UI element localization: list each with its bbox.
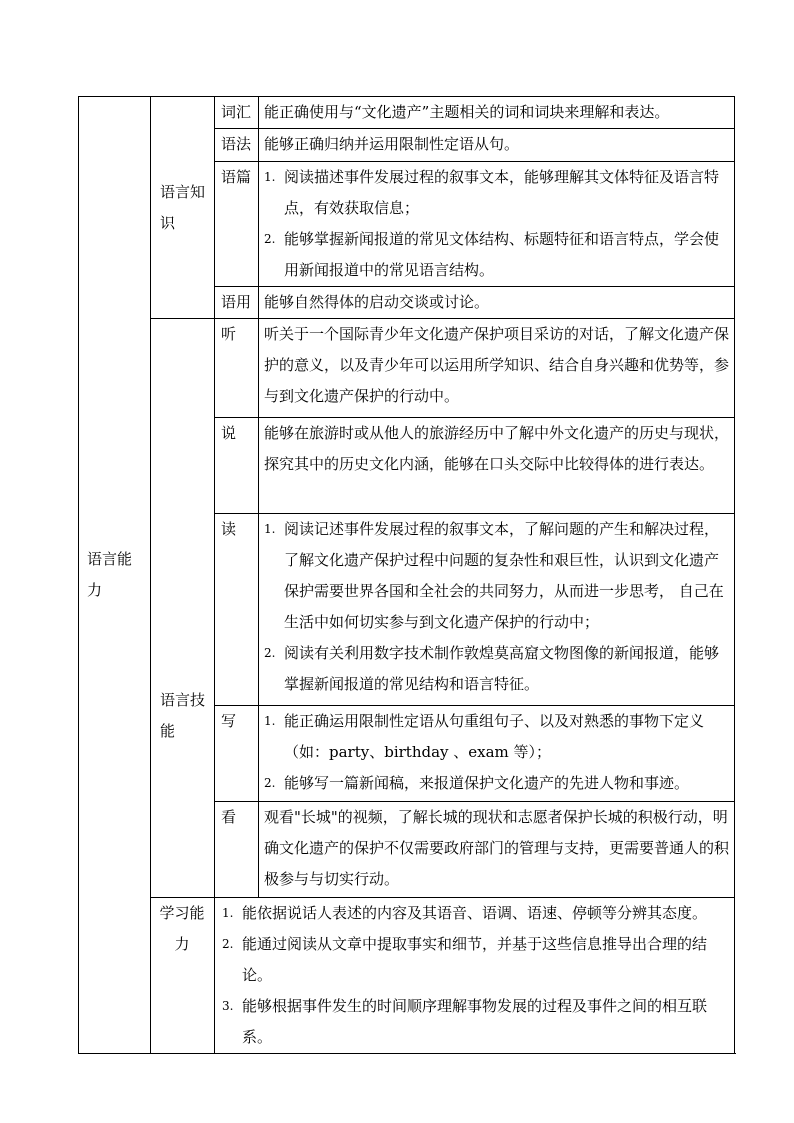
item-text: 阅读有关利用数字技术制作敦煌莫高窟文物图像的新闻报道，能够掌握新闻报道的常见结构和语言特征。 bbox=[284, 644, 720, 693]
item-text: 能够掌握新闻报道的常见文体结构、标题特征和语言特点，学会使用新闻报道中的常见语言结构。 bbox=[284, 230, 720, 279]
item-text: 能够写一篇新闻稿，来报道保护文化遗产的先进人物和事迹。 bbox=[284, 774, 690, 792]
list-item bbox=[264, 638, 729, 700]
item-number: 3. bbox=[222, 999, 234, 1013]
list-item bbox=[264, 162, 729, 224]
label-speaking: 说 bbox=[215, 418, 259, 514]
list-item bbox=[264, 224, 729, 286]
item-number: 2. bbox=[264, 776, 276, 790]
objectives-table bbox=[78, 96, 735, 1054]
item-number: 1. bbox=[264, 522, 276, 536]
label-listening: 听 bbox=[215, 319, 259, 418]
text-pragmatics: 能够自然得体的启动交谈或讨论。 bbox=[259, 287, 735, 319]
text-listening: 听关于一个国际青少年文化遗产保护项目采访的对话，了解文化遗产保护的意义，以及青少年可以运用所学知识、结合自身兴趣和优势等，参与到文化遗产保护的行动中。 bbox=[259, 319, 735, 418]
text-writing bbox=[259, 706, 735, 802]
label-pragmatics: 语用 bbox=[215, 287, 259, 319]
item-number: 1. bbox=[222, 906, 234, 920]
text-discourse bbox=[259, 162, 735, 287]
label-language-skills: 语言技能 bbox=[160, 691, 206, 740]
label-viewing: 看 bbox=[215, 802, 259, 898]
row-listening bbox=[79, 319, 735, 418]
item-number: 1. bbox=[264, 714, 276, 728]
label-vocab: 词汇 bbox=[215, 97, 259, 129]
item-number: 2. bbox=[264, 232, 276, 246]
text-grammar: 能够正确归纳并运用限制性定语从句。 bbox=[259, 129, 735, 162]
label-writing: 写 bbox=[215, 706, 259, 802]
item-text: 阅读描述事件发展过程的叙事文本，能够理解其文体特征及语言特点，有效获取信息； bbox=[284, 168, 720, 217]
label-reading: 读 bbox=[215, 514, 259, 706]
row-vocabulary bbox=[79, 97, 735, 129]
label-learning-ability: 学习能力 bbox=[159, 904, 205, 953]
item-text: 能依据说话人表述的内容及其语音、语调、语速、停顿等分辨其态度。 bbox=[242, 904, 708, 922]
cell-learning-ability bbox=[151, 898, 215, 1054]
item-number: 2. bbox=[264, 646, 276, 660]
label-grammar: 语法 bbox=[215, 129, 259, 162]
text-vocab: 能正确使用与“文化遗产”主题相关的词和词块来理解和表达。 bbox=[259, 97, 735, 129]
list-item bbox=[264, 514, 729, 638]
cell-language-skills bbox=[151, 319, 215, 898]
list-item bbox=[264, 768, 729, 799]
list-item bbox=[222, 991, 729, 1053]
text-learning-ability bbox=[215, 898, 735, 1054]
item-text: 能够根据事件发生的时间顺序理解事物发展的过程及事件之间的相互联系。 bbox=[242, 997, 708, 1046]
list-item bbox=[222, 929, 729, 991]
item-number: 2. bbox=[222, 937, 234, 951]
cell-language-ability bbox=[79, 97, 151, 1054]
text-speaking: 能够在旅游时或从他人的旅游经历中了解中外文化遗产的历史与现状，探究其中的历史文化内涵，能够在口头交际中比较得体的进行表达。 bbox=[259, 418, 735, 514]
item-number: 1. bbox=[264, 170, 276, 184]
cell-language-knowledge bbox=[151, 97, 215, 319]
row-learning-ability bbox=[79, 898, 735, 1054]
list-item bbox=[222, 898, 729, 929]
label-discourse: 语篇 bbox=[215, 162, 259, 287]
label-language-ability: 语言能力 bbox=[87, 550, 133, 599]
item-text: 能正确运用限制性定语从句重组句子、以及对熟悉的事物下定义（如：party、birthday 、exam 等）； bbox=[284, 712, 705, 761]
item-text: 能通过阅读从文章中提取事实和细节，并基于这些信息推导出合理的结论。 bbox=[242, 935, 708, 984]
label-language-knowledge: 语言知识 bbox=[160, 182, 206, 232]
list-item bbox=[264, 706, 729, 768]
text-viewing: 观看"长城"的视频，了解长城的现状和志愿者保护长城的积极行动，明确文化遗产的保护不仅需要政府部门的管理与支持，更需要普通人的积极参与与切实行动。 bbox=[259, 802, 735, 898]
text-reading bbox=[259, 514, 735, 706]
item-text: 阅读记述事件发展过程的叙事文本，了解问题的产生和解决过程，了解文化遗产保护过程中问题的复杂性和艰巨性，认识到文化遗产保护需要世界各国和全社会的共同努力，从而进一步思考， 自己在生活中如何切实参与到文化遗产保护的行动中； bbox=[284, 520, 724, 631]
